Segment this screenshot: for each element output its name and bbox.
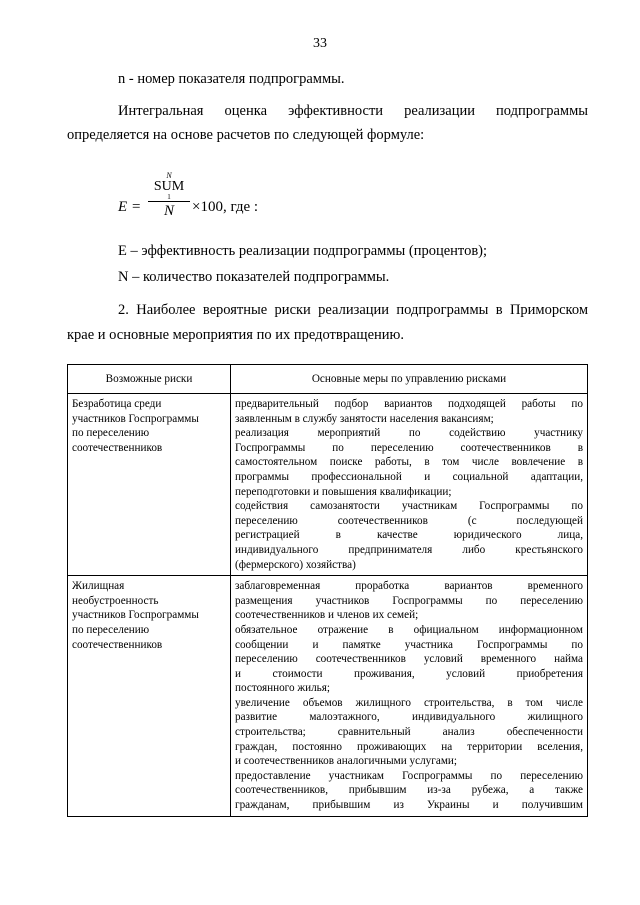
measure-text: увеличение объемов жилищного строительства, в том числе xyxy=(235,696,583,709)
measure-text: заблаговременная проработка вариантов временного xyxy=(235,580,583,593)
measure-text: переподготовки и повышения квалификации; xyxy=(235,485,452,498)
risk-text: участников Госпрограммы xyxy=(72,412,199,425)
measure-text: программы профессиональной и социальной адаптации, xyxy=(235,470,583,483)
risk-cell xyxy=(68,394,231,576)
measure-text: сообщении и памятке участника Госпрограммы по xyxy=(235,638,583,651)
page-number: 33 xyxy=(313,36,327,51)
measure-text: индивидуального предпринимателя либо крестьянского xyxy=(235,543,583,556)
table-row xyxy=(68,394,588,576)
risk-text: соотечественников xyxy=(72,638,163,651)
measure-text: постоянного жилья; xyxy=(235,682,331,695)
formula-sum-upper: N xyxy=(166,171,172,180)
formula-sum: SUM xyxy=(153,179,185,194)
text-line-n-count: N – количество показателей подпрограммы. xyxy=(118,269,390,285)
text-line-integral-2: определяется на основе расчетов по следующей формуле: xyxy=(67,127,425,143)
measure-text: переселению соотечественников условий временного найма xyxy=(235,653,583,666)
formula-fraction xyxy=(148,172,190,220)
risk-text: необустроенность xyxy=(72,594,159,607)
measure-text: строительства; сравнительный анализ обеспеченности xyxy=(235,726,583,739)
measure-text: граждан, постоянно проживающих на территории вселения, xyxy=(235,740,583,753)
measure-text: обязательное отражение в официальном информационном xyxy=(235,623,583,636)
risk-text: Безработица среди xyxy=(72,398,162,410)
efficiency-formula xyxy=(118,172,318,232)
risk-text: участников Госпрограммы xyxy=(72,609,199,622)
measure-text: заявленным в службу занятости населения вакансиям; xyxy=(235,412,494,425)
formula-tail: ×100, где : xyxy=(192,199,259,215)
header-measures: Основные меры по управлению рисками xyxy=(231,365,588,394)
measure-text: и стоимости проживания, условий приобретения xyxy=(235,667,583,680)
measures-cell xyxy=(231,394,588,576)
measure-text: реализация мероприятий по содействию участнику xyxy=(235,427,583,440)
formula-lhs: E xyxy=(118,199,128,215)
measure-text: регистрацией в качестве юридического лица, xyxy=(235,529,583,542)
measure-text: развитие малоэтажного, индивидуального жилищного xyxy=(235,711,583,724)
risk-text: по переселению xyxy=(72,623,150,636)
text-line-integral-1: Интегральная оценка эффективности реализации подпрограммы xyxy=(118,103,588,119)
measure-text: и соотечественников аналогичными услугами; xyxy=(235,755,458,768)
risk-text: Жилищная xyxy=(72,580,125,593)
measure-text: переселению соотечественников (с последующей xyxy=(235,514,583,527)
formula-denominator: N xyxy=(163,203,174,219)
risk-text: по переселению xyxy=(72,427,150,440)
measure-text: предварительный подбор вариантов подходящей работы по xyxy=(235,398,583,410)
formula-equals: = xyxy=(132,199,141,215)
risk-cell xyxy=(68,576,231,817)
risk-text: соотечественников xyxy=(72,441,163,454)
formula-sum-lower: 1 xyxy=(167,193,171,201)
text-line-n-definition: n - номер показателя подпрограммы. xyxy=(118,71,345,87)
measure-text: самостоятельном поиске работы, в том числе вовлечение в xyxy=(235,456,583,469)
measure-text: размещения участников Госпрограммы по переселению xyxy=(235,594,583,607)
measure-text: содействия самозанятости участникам Госпрограммы по xyxy=(235,500,583,513)
risks-table xyxy=(67,364,588,817)
section-heading-line-1: 2. Наиболее вероятные риски реализации подпрограммы в Приморском xyxy=(118,302,588,318)
measure-text: предоставление участникам Госпрограммы по переселению xyxy=(235,769,583,782)
measure-text: Госпрограммы по переселению соотечественников в xyxy=(235,441,583,454)
measures-cell xyxy=(231,576,588,817)
measure-text: (фермерского) хозяйства) xyxy=(235,558,356,571)
table-row xyxy=(68,576,588,817)
measure-text: гражданам, прибывшим из Украины и получившим xyxy=(235,799,583,812)
text-line-e-definition: E – эффективность реализации подпрограммы (процентов); xyxy=(118,243,488,259)
table-header-row xyxy=(68,365,588,394)
measure-text: соотечественников, прибывшим из-за рубежа, а также xyxy=(235,784,583,797)
header-risks: Возможные риски xyxy=(68,365,231,394)
section-heading-line-2: крае и основные мероприятия по их предотвращению. xyxy=(67,327,404,343)
measure-text: соотечественников и членов их семей; xyxy=(235,609,419,622)
